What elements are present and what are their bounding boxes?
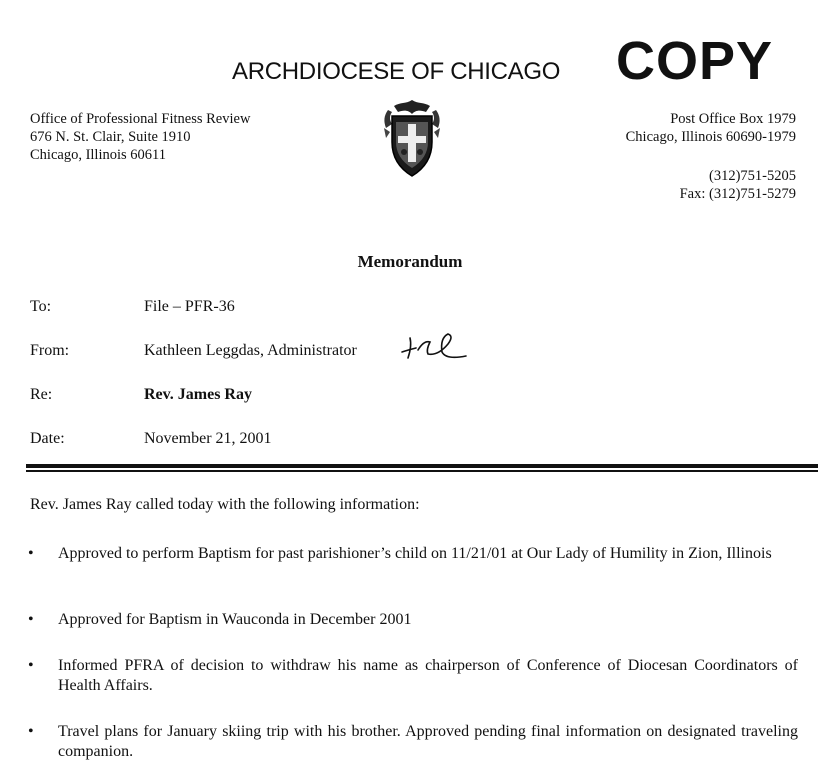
contact-block: [680, 167, 796, 203]
city-state-zip: Chicago, Illinois 60611: [30, 147, 166, 163]
po-city-state-zip: Chicago, Illinois 60690-1979: [625, 129, 796, 145]
archdiocese-seal-icon: [378, 98, 446, 178]
right-address-block: [626, 110, 796, 146]
office-name: Office of Professional Fitness Review: [30, 111, 251, 127]
bullet-icon: •: [28, 657, 34, 674]
bullet-icon: •: [28, 545, 34, 562]
to-label: To:: [30, 298, 52, 315]
fax-number: Fax: (312)751-5279: [679, 186, 796, 202]
phone-number: (312)751-5205: [709, 168, 796, 184]
date-value: November 21, 2001: [144, 430, 272, 447]
organization-title: ARCHDIOCESE OF CHICAGO: [232, 58, 561, 85]
from-label: From:: [30, 342, 70, 359]
to-value: File – PFR-36: [144, 298, 235, 315]
initials-signature-icon: [398, 330, 470, 364]
left-address-block: [30, 110, 250, 164]
re-label: Re:: [30, 386, 53, 403]
list-item-text: Travel plans for January skiing trip with his brother. Approved pending final information on designated traveling companion.: [58, 723, 798, 760]
date-label: Date:: [30, 430, 65, 447]
po-box: Post Office Box 1979: [670, 111, 796, 127]
re-value: Rev. James Ray: [144, 386, 252, 403]
bullet-icon: •: [28, 611, 34, 628]
bullet-icon: •: [28, 723, 34, 740]
list-item-text: Approved for Baptism in Wauconda in December 2001: [58, 611, 412, 628]
list-item-text: Approved to perform Baptism for past parishioner’s child on 11/21/01 at Our Lady of Humility in Zion, Illinois: [58, 545, 772, 562]
street-address: 676 N. St. Clair, Suite 1910: [30, 129, 191, 145]
copy-stamp: COPY: [616, 31, 774, 91]
header-divider-thick: [26, 464, 818, 468]
memo-intro: Rev. James Ray called today with the following information:: [30, 496, 420, 513]
from-value: Kathleen Leggdas, Administrator: [144, 342, 357, 359]
list-item-text: Informed PFRA of decision to withdraw his name as chairperson of Conference of Diocesan Coordinators of Health Affairs.: [58, 657, 798, 694]
header-divider-thin: [26, 470, 818, 472]
memo-title: Memorandum: [357, 252, 463, 271]
